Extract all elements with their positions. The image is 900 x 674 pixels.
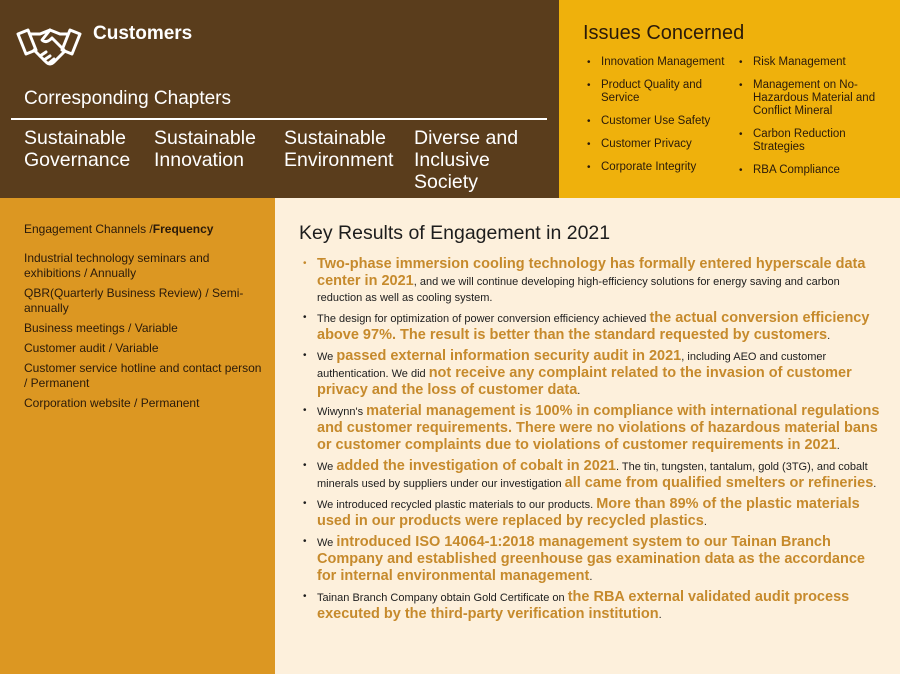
result-text: . xyxy=(873,478,877,490)
result-text: . The tin, tungsten, tantalum, gold (3TG), and cobalt minerals used by suppliers under our investigation xyxy=(317,461,868,490)
result-item xyxy=(301,458,883,492)
engagement-channels-panel xyxy=(0,198,275,674)
result-text: We xyxy=(317,461,337,473)
channel-item: Customer service hotline and contact person / Permanent xyxy=(24,361,262,390)
result-highlight: Two-phase immersion cooling technology has formally entered hyperscale data center in 2021 xyxy=(317,256,866,289)
header-divider xyxy=(11,118,547,120)
chapter-diverse-inclusive-society: Diverse and Inclusive Society xyxy=(414,127,519,193)
result-highlight: More than 89% of the plastic materials used in our products were replaced by recycled plastics xyxy=(317,496,860,529)
result-text: Tainan Branch Company obtain Gold Certificate on xyxy=(317,592,568,604)
result-highlight: the actual conversion efficiency above 97%. The result is better than the standard requested by customers xyxy=(317,310,870,343)
result-highlight: introduced ISO 14064-1:2018 management system to our Tainan Branch Company and established greenhouse gas examination data as the accordance for internal environmental management xyxy=(317,534,865,584)
result-text: , and we will continue developing high-efficiency solutions for energy saving and carbon reduction as well as cooling system. xyxy=(317,276,840,304)
channels-heading-label: Engagement Channels / xyxy=(24,222,153,236)
handshake-icon xyxy=(16,26,82,70)
chapter-sustainable-innovation: Sustainable Innovation xyxy=(154,127,256,171)
result-item xyxy=(301,589,883,623)
key-results-title: Key Results of Engagement in 2021 xyxy=(299,222,611,244)
channels-heading-frequency: Frequency xyxy=(152,222,214,236)
result-text: The design for optimization of power conversion efficiency achieved xyxy=(317,313,650,325)
result-text: We xyxy=(317,351,337,363)
result-highlight: passed external information security audit in 2021 xyxy=(336,348,682,364)
key-results-list xyxy=(301,256,883,627)
issue-item: • Customer Use Safety xyxy=(585,115,735,128)
channel-item: Corporation website / Permanent xyxy=(24,396,200,410)
customers-header-panel xyxy=(0,0,559,198)
result-text: Wiwynn's xyxy=(317,406,367,418)
issues-list-left xyxy=(585,56,735,184)
chapter-sustainable-governance: Sustainable Governance xyxy=(24,127,131,171)
issue-item: • Corporate Integrity xyxy=(585,161,735,174)
issue-item: • Customer Privacy xyxy=(585,138,735,151)
key-results-panel xyxy=(275,198,900,674)
result-text: , including AEO and customer authentication. We did xyxy=(317,351,827,380)
channel-item: Business meetings / Variable xyxy=(24,321,178,335)
result-text: . xyxy=(836,440,840,452)
channel-item: QBR(Quarterly Business Review) / Semi-annually xyxy=(24,286,244,315)
result-highlight: all came from qualified smelters or refineries xyxy=(564,475,874,491)
result-text: . xyxy=(827,330,831,342)
result-item xyxy=(301,403,883,454)
issue-item: • Product Quality and Service xyxy=(585,79,735,105)
issue-item: • Risk Management xyxy=(737,56,897,69)
channel-item: Industrial technology seminars and exhibitions / Annually xyxy=(24,251,210,280)
result-item xyxy=(301,256,883,306)
result-item xyxy=(301,496,883,530)
section-title: Customers xyxy=(93,23,193,44)
result-highlight: the RBA external validated audit process executed by the third-party verification institution xyxy=(317,589,850,622)
issues-title: Issues Concerned xyxy=(583,22,745,44)
issues-concerned-panel xyxy=(559,0,900,198)
result-text: . xyxy=(658,609,662,621)
issue-item: • Management on No-Hazardous Material and Conflict Mineral xyxy=(737,79,897,118)
result-highlight: not receive any complaint related to the invasion of customer privacy and the loss of customer data xyxy=(317,365,852,398)
chapter-sustainable-environment: Sustainable Environment xyxy=(284,127,394,171)
issues-list-right xyxy=(737,56,897,187)
engagement-channel-list xyxy=(24,251,264,416)
issue-item: • Innovation Management xyxy=(585,56,735,69)
result-text: . xyxy=(589,571,593,583)
engagement-channels-heading xyxy=(24,222,213,236)
result-highlight: added the investigation of cobalt in 2021 xyxy=(336,458,616,474)
result-item xyxy=(301,310,883,344)
result-highlight: material management is 100% in compliance with international regulations and customer requirements. There were no violations of hazardous material bans or customer complaints due to violations of customer requirements in 2021 xyxy=(317,403,880,453)
issue-item: • RBA Compliance xyxy=(737,164,897,177)
result-item xyxy=(301,534,883,585)
result-item xyxy=(301,348,883,399)
result-text: We xyxy=(317,537,337,549)
channel-item: Customer audit / Variable xyxy=(24,341,159,355)
result-text: . xyxy=(703,516,707,528)
corresponding-chapters-title: Corresponding Chapters xyxy=(24,88,232,109)
result-text: We introduced recycled plastic materials to our products. xyxy=(317,499,597,511)
result-text: . xyxy=(577,385,581,397)
issue-item: • Carbon Reduction Strategies xyxy=(737,128,897,154)
